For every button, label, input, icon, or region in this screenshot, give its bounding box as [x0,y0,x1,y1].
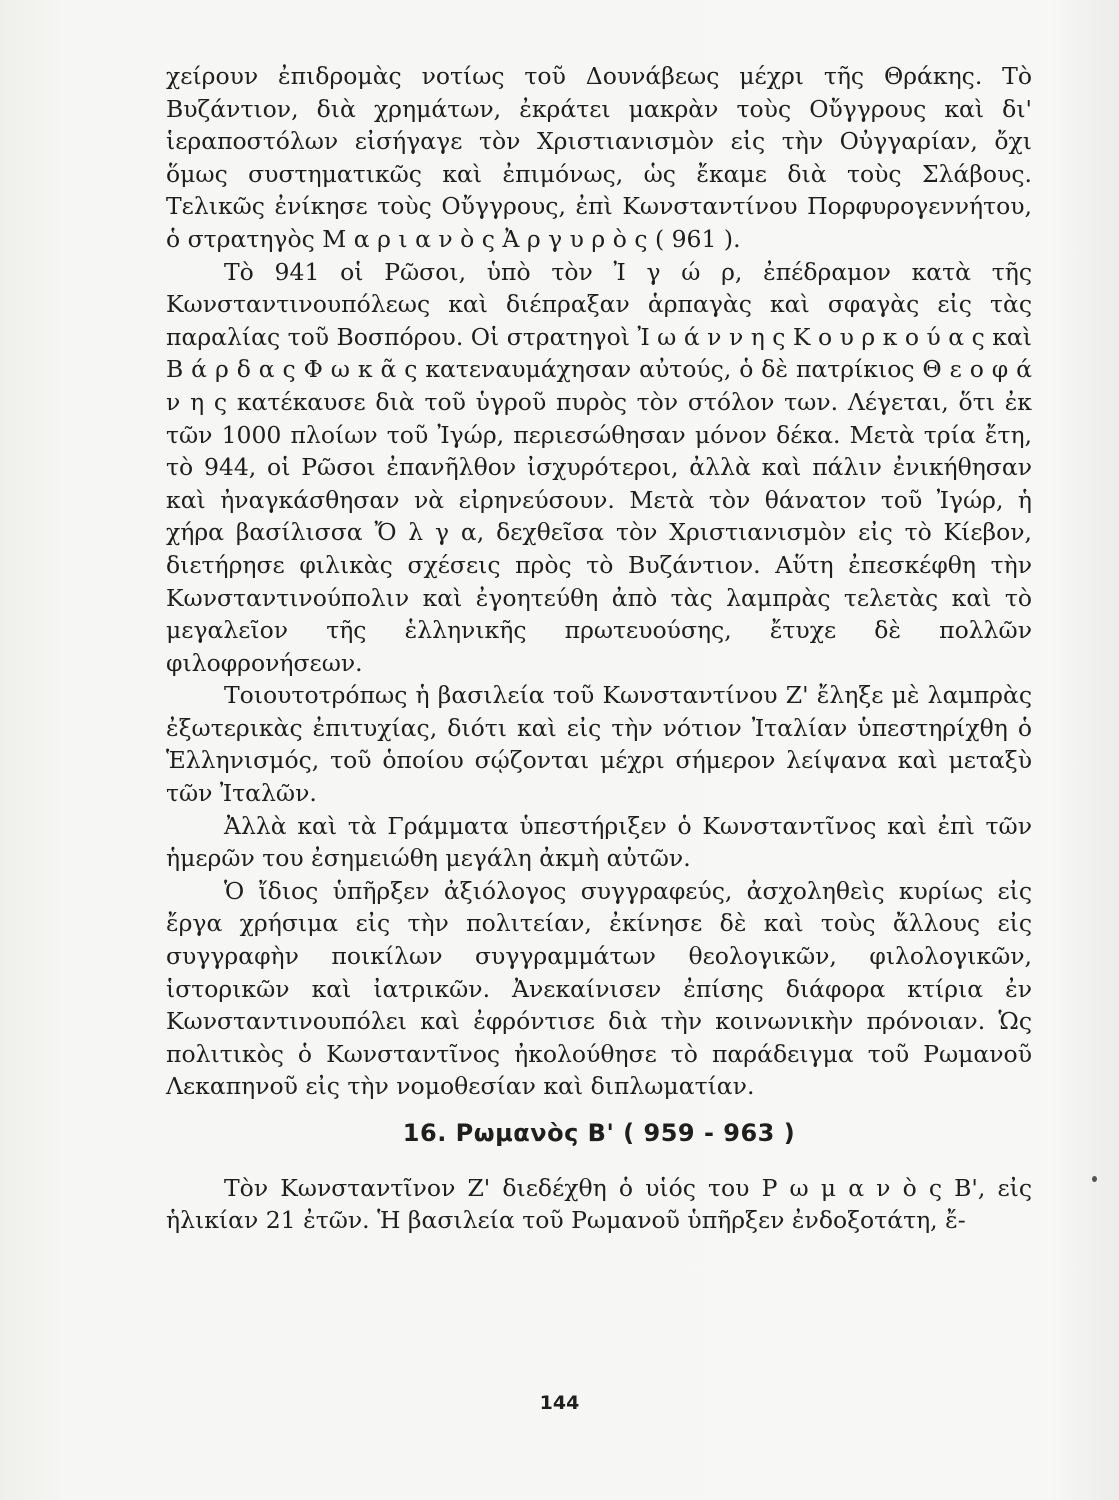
ink-speck [1092,1176,1097,1182]
paragraph-letters: Ἀλλὰ καὶ τὰ Γράμματα ὑπεστήριξεν ὁ Κωνσταντῖνος καὶ ἐπὶ τῶν ἡμερῶν του ἐσημειώθη μεγάλη ἀκμὴ αὐτῶν. [166,811,1032,873]
page-number: 144 [539,1392,580,1414]
paragraph-hungarians: χείρουν ἐπιδρομὰς νοτίως τοῦ Δουνάβεως μέχρι τῆς Θράκης. Τὸ Βυζάντιον, διὰ χρημάτων, ἐκράτει μακρὰν τοὺς Οὔγγρους καὶ δι' ἱεραποστόλων εἰσήγαγε τὸν Χριστιανισμὸν εἰς τὴν Οὐγγαρίαν, ὄχι ὅμως συστηματικῶς καὶ ἐπιμόνως, ὡς ἔκαμε διὰ τοὺς Σλάβους. Τελικῶς ἐνίκησε τοὺς Οὔγγρους, ἐπὶ Κωνσταντίνου Πορφυρογεννήτου, ὁ στρατηγὸς Μ α ρ ι α ν ὸ ς Ἀ ρ γ υ ρ ὸ ς ( 961 ). [166,62,1032,253]
main-text [166,60,1032,1237]
paragraph-romanos: Τὸν Κωνσταντῖνον Ζ' διεδέχθη ὁ υἱός του Ρ ω μ α ν ὸ ς Β', εἰς ἡλικίαν 21 ἐτῶν. Ἡ βασιλεία τοῦ Ρωμανοῦ ὑπῆρξεν ἐνδοξοτάτη, ἔ- [166,1173,1032,1235]
paragraph-reign-outcome: Τοιουτοτρόπως ἡ βασιλεία τοῦ Κωνσταντίνου Ζ' ἔληξε μὲ λαμπρὰς ἐξωτερικὰς ἐπιτυχίας, διότι καὶ εἰς τὴν νότιον Ἰταλίαν ὑπεστηρίχθη ὁ Ἑλληνισμός, τοῦ ὁποίου σῴζονται μέχρι σήμερον λείψανα καὶ μεταξὺ τῶν Ἰταλῶν. [166,681,1032,808]
paragraph-rus-raids: Τὸ 941 οἱ Ρῶσοι, ὑπὸ τὸν Ἰ γ ώ ρ, ἐπέδραμον κατὰ τῆς Κωνσταντινουπόλεως καὶ διέπραξαν ἁρπαγὰς καὶ σφαγὰς εἰς τὰς παραλίας τοῦ Βοσπόρου. Οἱ στρατηγοὶ Ἰ ω ά ν ν η ς Κ ο υ ρ κ ο ύ α ς καὶ Β ά ρ δ α ς Φ ω κ ᾶ ς κατεναυμάχησαν αὐτούς, ὁ δὲ πατρίκιος Θ ε ο φ ά ν η ς κατέκαυσε διὰ τοῦ ὑγροῦ πυρὸς τὸν στόλον των. Λέγεται, ὅτι ἐκ τῶν 1000 πλοίων τοῦ Ἰγώρ, περιεσώθησαν μόνον δέκα. Μετὰ τρία ἔτη, τὸ 944, οἱ Ρῶσοι ἐπανῆλθον ἰσχυρότεροι, ἀλλὰ καὶ πάλιν ἐνικήθησαν καὶ ἠναγκάσθησαν νὰ εἰρηνεύσουν. Μετὰ τὸν θάνατον τοῦ Ἰγώρ, ἡ χήρα βασίλισσα Ὄ λ γ α, δεχθεῖσα τὸν Χριστιανισμὸν εἰς τὸ Κίεβον, διετήρησε φιλικὰς σχέσεις πρὸς τὸ Βυζάντιον. Αὕτη ἐπεσκέφθη τὴν Κωνσταντινούπολιν καὶ ἐγοητεύθη ἀπὸ τὰς λαμπρὰς τελετὰς καὶ τὸ μεγαλεῖον τῆς ἑλληνικῆς πρωτευούσης, ἔτυχε δὲ πολλῶν φιλοφρονήσεων. [166,257,1032,677]
paragraph-author: Ὁ ἴδιος ὑπῆρξεν ἀξιόλογος συγγραφεύς, ἀσχοληθεὶς κυρίως εἰς ἔργα χρήσιμα εἰς τὴν πολιτείαν, ἐκίνησε δὲ καὶ τοὺς ἄλλους εἰς συγγραφὴν ποικίλων συγγραμμάτων θεολογικῶν, φιλολογικῶν, ἱστορικῶν καὶ ἰατρικῶν. Ἀνεκαίνισεν ἐπίσης διάφορα κτίρια ἐν Κωνσταντινουπόλει καὶ ἐφρόντισε διὰ τὴν κοινωνικὴν πρόνοιαν. Ὡς πολιτικὸς ὁ Κωνσταντῖνος ἠκολούθησε τὸ παράδειγμα τοῦ Ρωμανοῦ Λεκαπηνοῦ εἰς τὴν νομοθεσίαν καὶ διπλωματίαν. [166,876,1032,1101]
section-heading: 16. Ρωμανὸς Β' ( 959 - 963 ) [402,1119,796,1147]
